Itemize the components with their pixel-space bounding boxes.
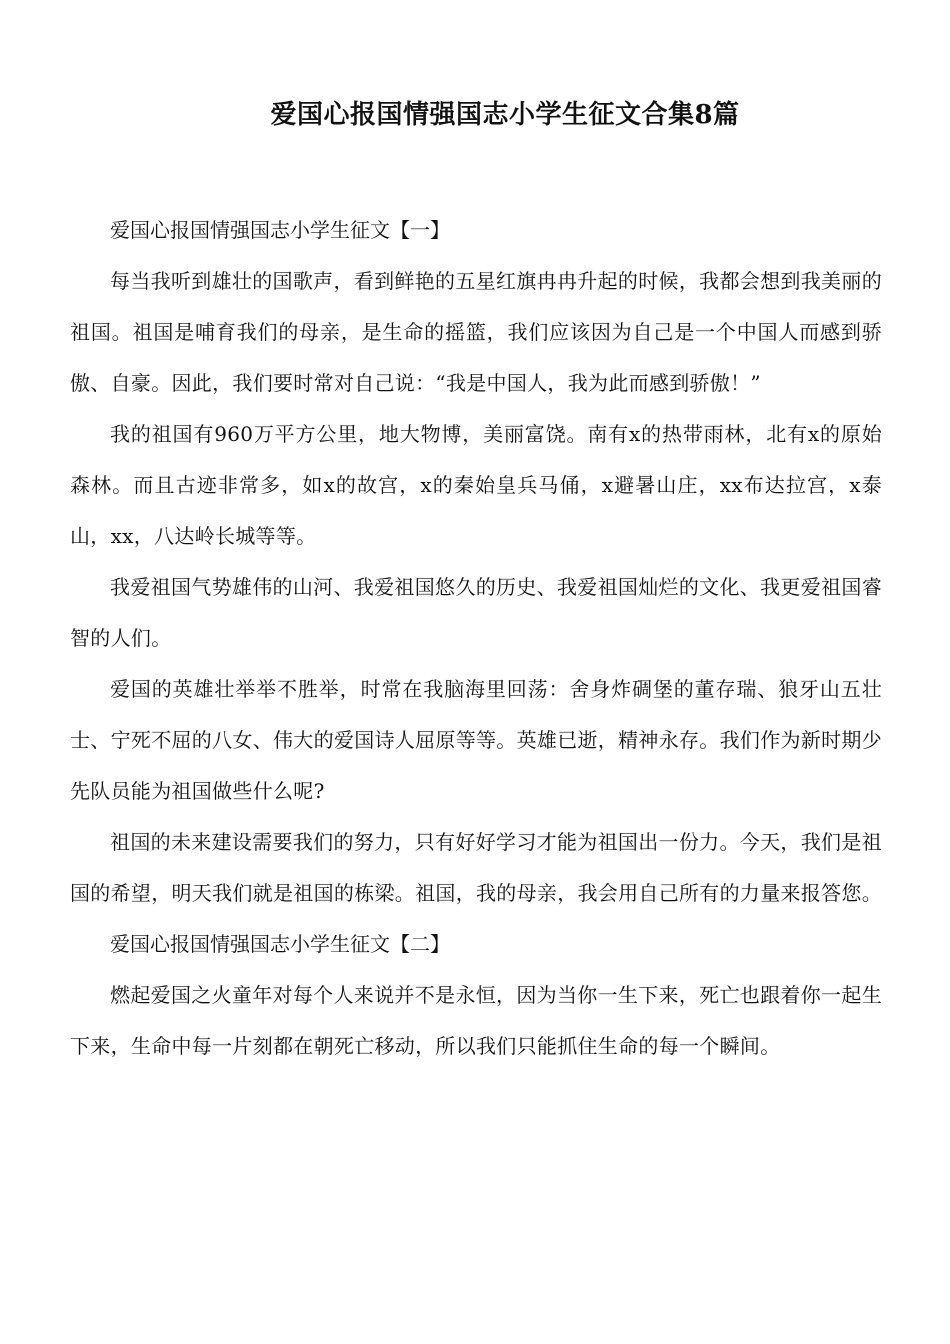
paragraph: 每当我听到雄壮的国歌声，看到鲜艳的五星红旗冉冉升起的时候，我都会想到我美丽的祖国。祖国是哺育我们的母亲，是生命的摇篮，我们应该因为自己是一个中国人而感到骄傲、自豪。因此，我们要时常对自己说：“我是中国人，我为此而感到骄傲！”	[70, 269, 882, 395]
section-heading: 爱国心报国情强国志小学生征文【一】	[110, 218, 450, 242]
section-heading: 爱国心报国情强国志小学生征文【二】	[110, 932, 450, 956]
paragraph: 祖国的未来建设需要我们的努力，只有好好学习才能为祖国出一份力。今天，我们是祖国的希望，明天我们就是祖国的栋梁。祖国，我的母亲，我会用自己所有的力量来报答您。	[70, 830, 882, 905]
document-body	[70, 205, 882, 1072]
paragraph: 燃起爱国之火童年对每个人来说并不是永恒，因为当你一生下来，死亡也跟着你一起生下来，生命中每一片刻都在朝死亡移动，所以我们只能抓住生命的每一个瞬间。	[70, 983, 882, 1058]
paragraph: 爱国的英雄壮举举不胜举，时常在我脑海里回荡：舍身炸碉堡的董存瑞、狼牙山五壮士、宁死不屈的八女、伟大的爱国诗人屈原等等。英雄已逝，精神永存。我们作为新时期少先队员能为祖国做些什么呢?	[70, 677, 882, 803]
paragraph: 我的祖国有960万平方公里，地大物博，美丽富饶。南有x的热带雨林，北有x的原始森林。而且古迹非常多，如x的故宫，x的秦始皇兵马俑，x避暑山庄，xx布达拉宫，x泰山，xx，八达岭长城等等。	[70, 422, 882, 548]
paragraph: 我爱祖国气势雄伟的山河、我爱祖国悠久的历史、我爱祖国灿烂的文化、我更爱祖国睿智的人们。	[70, 575, 882, 650]
document-title: 爱国心报国情强国志小学生征文合集8篇	[270, 100, 740, 130]
